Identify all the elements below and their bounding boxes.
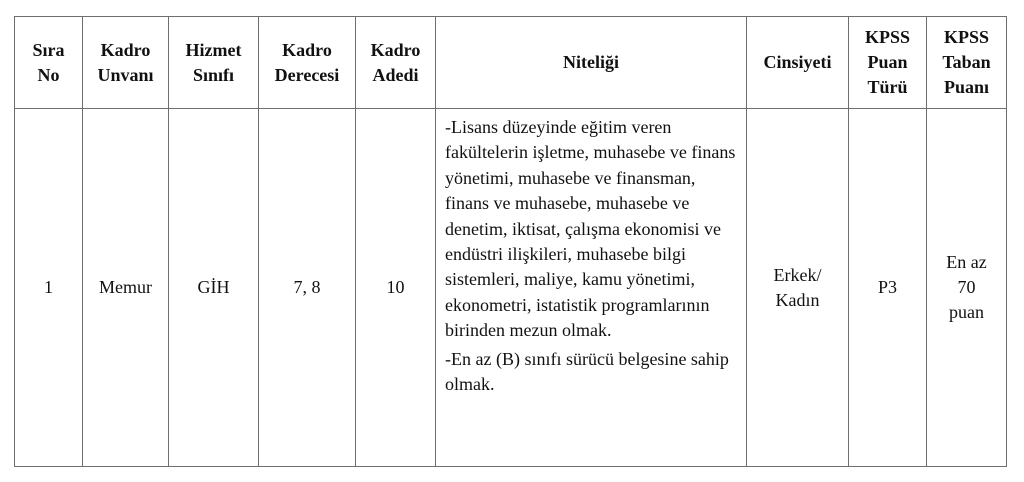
cell-kpss-taban-puani: [927, 109, 1007, 467]
min-score-text: puan: [949, 302, 984, 322]
cell-kadro-derecesi: 7, 8: [259, 109, 356, 467]
header-kadro-adedi: [356, 17, 436, 109]
header-text: Puanı: [943, 77, 990, 97]
header-sira-no: [15, 17, 83, 109]
cell-hizmet-sinifi: GİH: [169, 109, 259, 467]
header-kpss-taban-puani: [927, 17, 1007, 109]
header-text: Derecesi: [274, 64, 340, 85]
header-hizmet-sinifi: [169, 17, 259, 109]
header-niteligi: [436, 17, 747, 109]
gender-text: Kadın: [775, 289, 820, 310]
cell-kpss-puan-turu: P3: [849, 109, 927, 467]
cell-sira-no: 1: [15, 109, 83, 467]
job-positions-table: [14, 16, 1007, 467]
cell-kadro-unvani: Memur: [83, 109, 169, 467]
header-text: KPSS: [864, 27, 911, 47]
header-text: Niteliği: [563, 52, 619, 72]
header-text: KPSS: [943, 27, 990, 47]
header-text: Unvanı: [97, 64, 154, 85]
header-text: Taban: [942, 52, 991, 72]
header-text: No: [37, 64, 60, 85]
header-text: Cinsiyeti: [763, 52, 832, 72]
header-cinsiyeti: [747, 17, 849, 109]
header-text: Kadro: [282, 39, 332, 60]
header-text: Hizmet: [185, 39, 242, 60]
qualification-paragraph: -En az (B) sınıfı sürücü belgesine sahip olmak.: [445, 348, 729, 395]
header-row: [15, 17, 1007, 109]
header-text: Kadro: [370, 39, 421, 60]
job-positions-table-container: [14, 16, 1007, 467]
header-text: Sıra: [32, 39, 65, 60]
header-text: Türü: [867, 77, 908, 97]
header-text: Sınıfı: [192, 64, 235, 85]
min-score-text: En az: [946, 252, 987, 272]
header-kadro-derecesi: [259, 17, 356, 109]
cell-kadro-adedi: 10: [356, 109, 436, 467]
header-text: Kadro: [100, 39, 151, 60]
qualification-paragraph: -Lisans düzeyinde eğitim veren fakültelerin işletme, muhasebe ve finans yönetimi, muhasebe ve finansman, finans ve muhasebe, muhasebe ve denetim, iktisat, çalışma ekonomisi ve endüstri ilişkileri, muhasebe bilgi sistemleri, maliye, kamu yönetimi, ekonometri, istatistik programlarının birinden mezun olmak.: [445, 117, 736, 341]
cell-cinsiyeti: [747, 109, 849, 467]
table-row: [15, 109, 1007, 467]
gender-text: Erkek/: [773, 264, 822, 285]
header-text: Adedi: [372, 64, 419, 85]
header-kpss-puan-turu: [849, 17, 927, 109]
header-text: Puan: [867, 52, 908, 72]
cell-niteligi: [436, 109, 747, 467]
header-kadro-unvani: [83, 17, 169, 109]
min-score-text: 70: [957, 277, 976, 297]
